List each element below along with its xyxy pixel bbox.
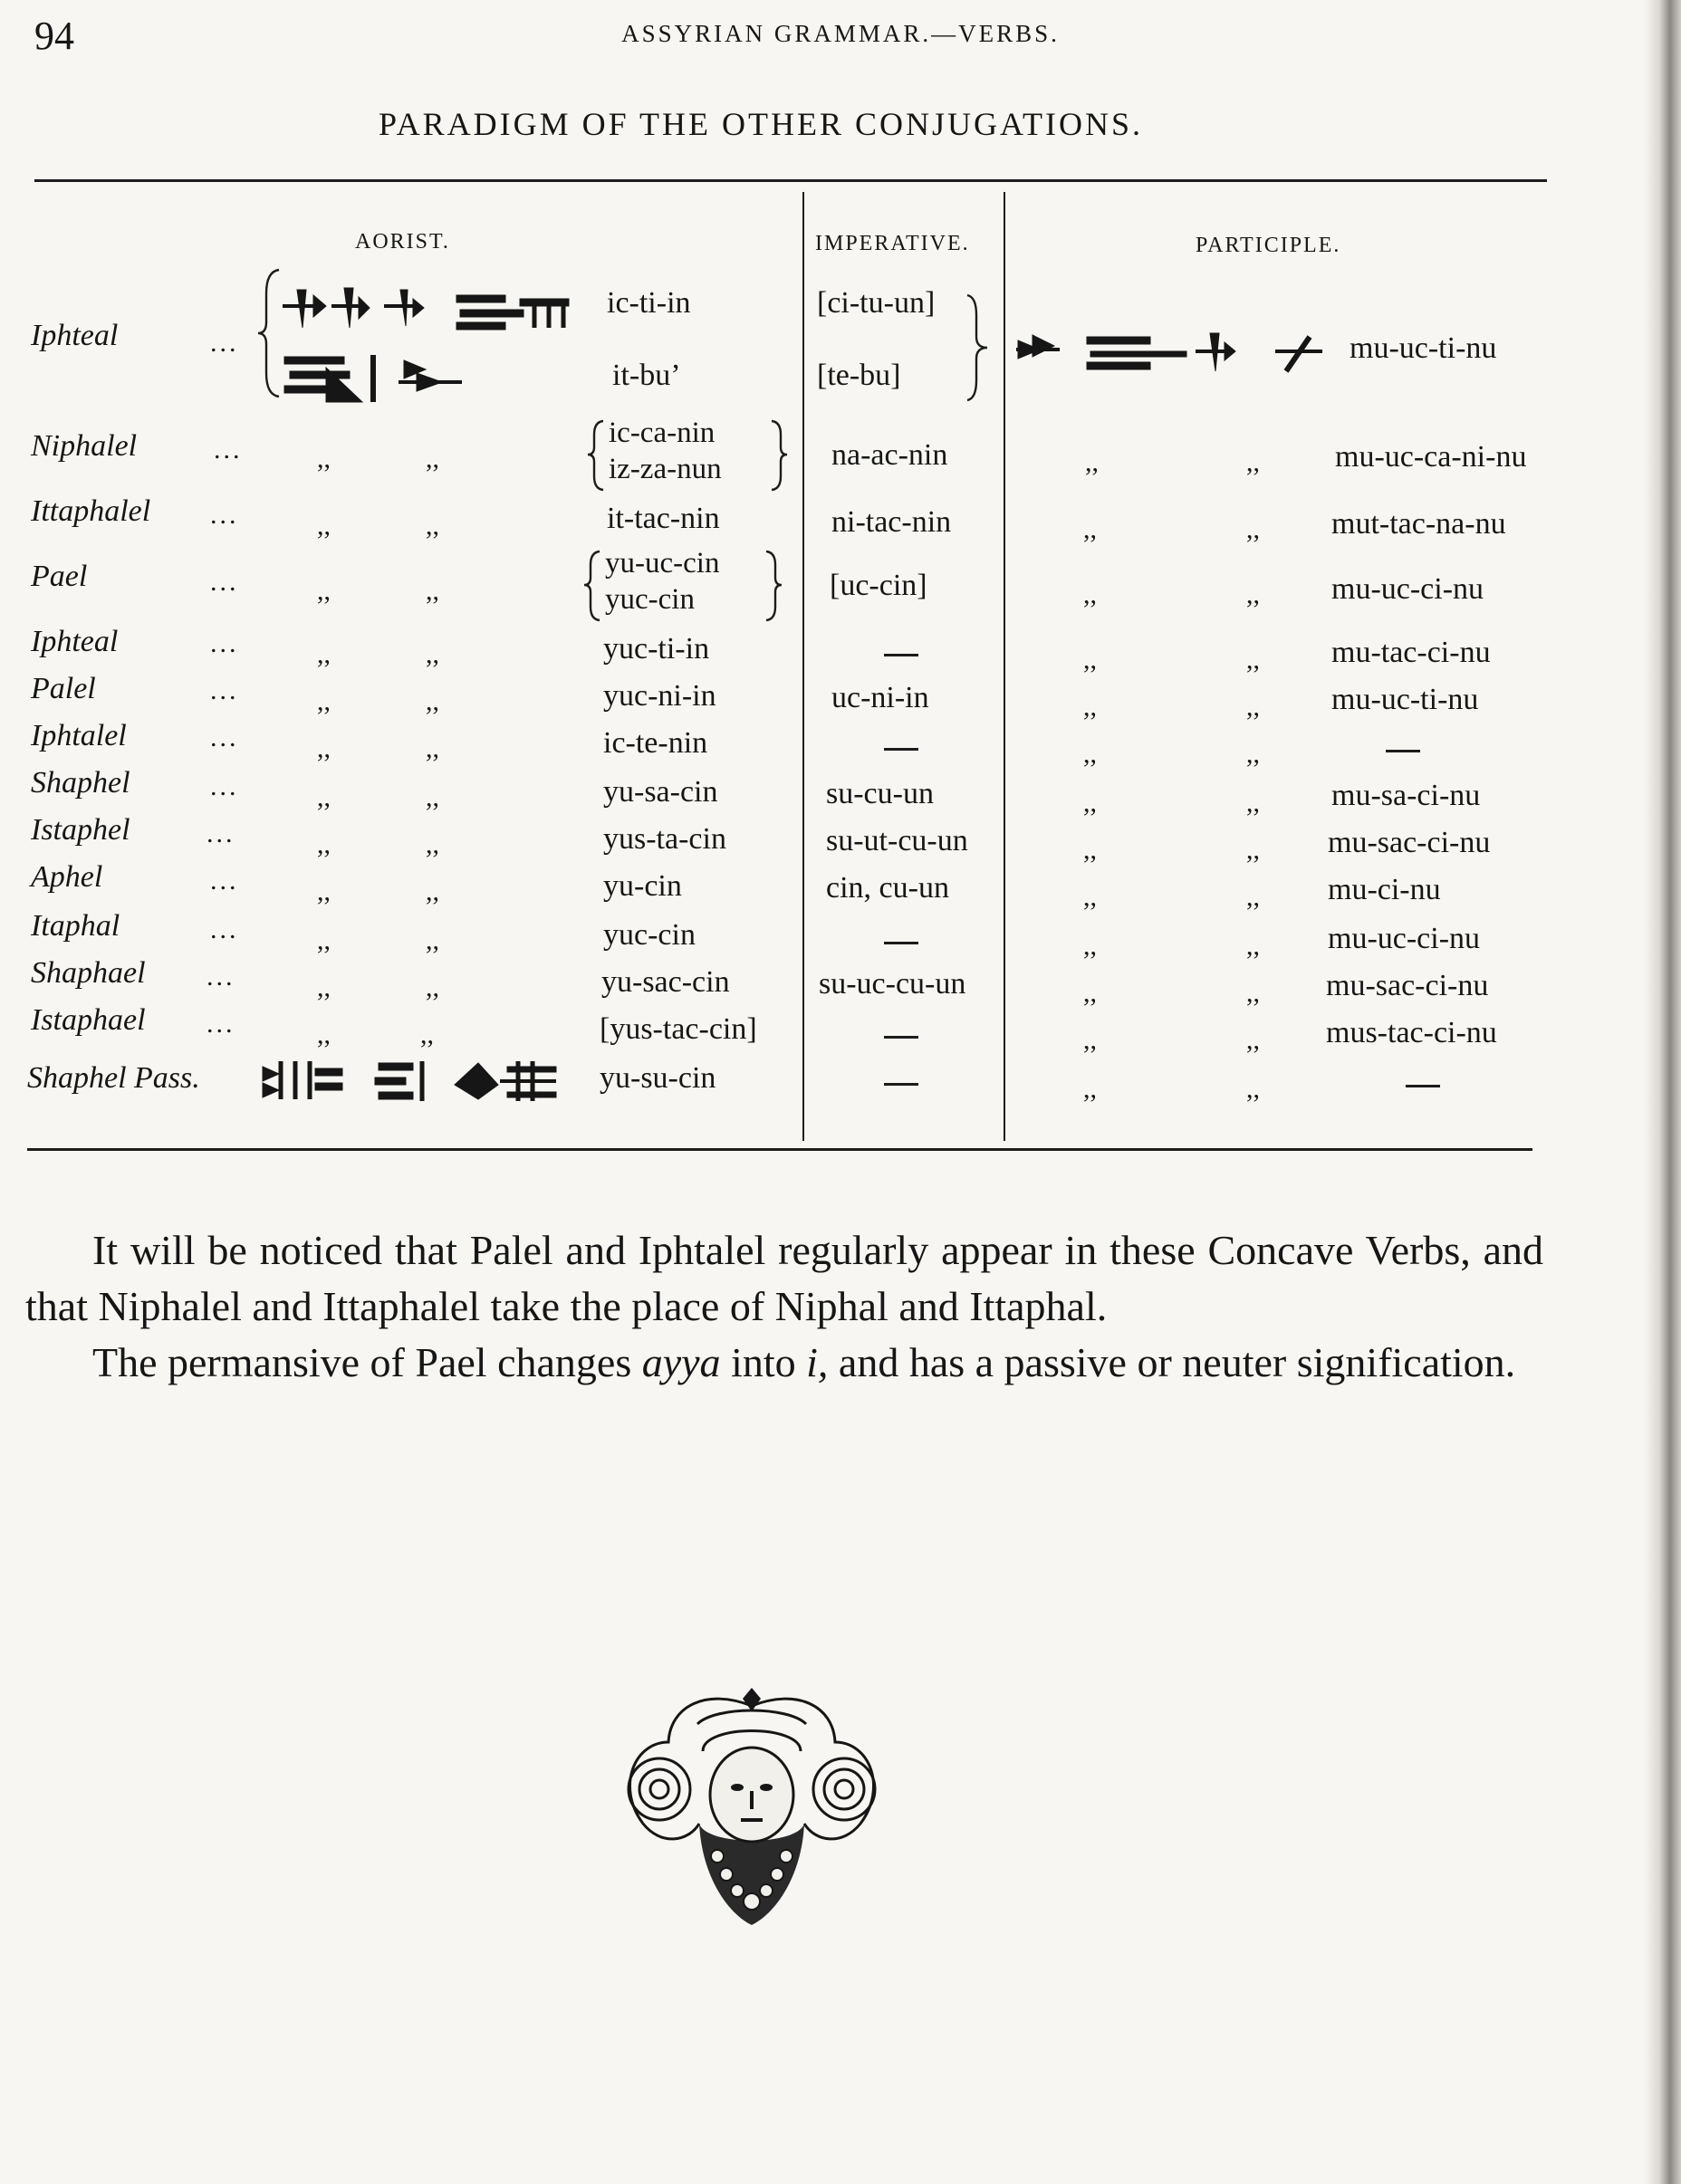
leader-dots: ... <box>210 723 239 752</box>
aorist-form: yuc-ti-in <box>603 632 710 666</box>
ditto-mark: ,, <box>1246 645 1260 675</box>
ditto-mark: ,, <box>426 576 439 606</box>
ditto-mark: ,, <box>1246 1074 1260 1104</box>
ditto-mark: ,, <box>1246 580 1260 609</box>
aorist-header: AORIST. <box>355 230 450 254</box>
ditto-mark: ,, <box>1246 739 1260 769</box>
ditto-mark: ,, <box>1083 514 1097 544</box>
aorist-brace-close <box>768 418 790 493</box>
ditto-mark: ,, <box>1246 514 1260 544</box>
leader-dots: ... <box>210 628 239 658</box>
leader-dots: ... <box>207 1009 235 1039</box>
row-label-ittaphalel: Ittaphalel <box>31 494 151 528</box>
participle-form: mu-uc-ti-nu <box>1331 683 1479 716</box>
body-text <box>25 1222 1543 1391</box>
ditto-mark: ,, <box>1246 835 1260 865</box>
cuneiform-signs <box>1014 326 1340 377</box>
ditto-mark: ,, <box>1083 1074 1097 1104</box>
ditto-mark: ,, <box>1083 978 1097 1008</box>
ditto-mark: ,, <box>317 1020 331 1049</box>
aorist-form: it-bu’ <box>612 359 681 392</box>
ditto-mark: ,, <box>317 876 331 906</box>
empty-cell-dash <box>884 1036 918 1039</box>
aorist-form: yu-su-cin <box>600 1061 716 1095</box>
ditto-mark: ,, <box>426 782 439 812</box>
paragraph-2-text: into <box>720 1339 807 1385</box>
page-binding-edge <box>1645 0 1681 2184</box>
participle-form: mu-ci-nu <box>1328 873 1441 906</box>
aorist-form: yu-sa-cin <box>603 775 718 809</box>
page-number: 94 <box>34 14 74 58</box>
aorist-brace-close <box>763 549 784 623</box>
participle-form: mu-tac-ci-nu <box>1331 636 1491 669</box>
participle-header: PARTICIPLE. <box>1196 234 1341 257</box>
ditto-mark: ,, <box>1246 447 1260 477</box>
ditto-mark: ,, <box>1083 788 1097 818</box>
ditto-mark: ,, <box>426 444 439 474</box>
aorist-form: [yus-tac-cin] <box>600 1012 757 1046</box>
aorist-form: ic-te-nin <box>603 726 708 760</box>
leader-dots: ... <box>210 866 239 896</box>
paragraph-2-text: and has a passive or neuter signification. <box>828 1339 1516 1385</box>
imperative-form: su-uc-cu-un <box>819 967 966 1001</box>
aorist-brace <box>585 418 607 493</box>
ditto-mark: ,, <box>1246 931 1260 961</box>
ditto-mark: ,, <box>1083 835 1097 865</box>
ditto-mark: ,, <box>1083 739 1097 769</box>
paragraph-1: It will be noticed that Palel and Iphtalel regularly appear in these Concave Verbs, and that Niphalel and Ittaphalel take the place of Niphal and Ittaphal. <box>25 1227 1543 1329</box>
participle-form: mu-sac-ci-nu <box>1326 969 1489 1002</box>
empty-cell-dash <box>884 942 918 944</box>
aorist-form: iz-za-nun <box>609 453 722 485</box>
ditto-mark: ,, <box>1083 882 1097 912</box>
imperative-form: ni-tac-nin <box>831 505 952 539</box>
cuneiform-signs <box>279 283 587 337</box>
imperative-header: IMPERATIVE. <box>815 232 970 255</box>
ditto-mark: ,, <box>426 972 439 1002</box>
leader-dots: ... <box>210 328 239 358</box>
leader-dots: ... <box>210 500 239 530</box>
ditto-mark: ,, <box>426 876 439 906</box>
imperative-form: cin, cu-un <box>826 871 949 905</box>
aorist-form: yuc-ni-in <box>603 679 716 713</box>
ditto-mark: ,, <box>426 686 439 716</box>
empty-cell-dash <box>884 748 918 751</box>
imperative-form: uc-ni-in <box>831 681 929 714</box>
row-label-itaphal: Itaphal <box>31 909 120 943</box>
aorist-form: ic-ti-in <box>607 286 691 320</box>
ditto-mark: ,, <box>1246 1025 1260 1055</box>
ditto-mark: ,, <box>1083 1025 1097 1055</box>
participle-form: mu-uc-ca-ni-nu <box>1335 440 1527 474</box>
aorist-form: yus-ta-cin <box>603 822 726 856</box>
ditto-mark: ,, <box>426 925 439 955</box>
participle-form: mu-uc-ti-nu <box>1350 331 1497 365</box>
row-label-shaphel: Shaphel <box>31 766 130 800</box>
leader-dots: ... <box>210 675 239 705</box>
aorist-form: yu-uc-cin <box>605 547 720 580</box>
column-divider-2 <box>1004 192 1005 1141</box>
imperative-form: su-ut-cu-un <box>826 824 968 857</box>
table-bottom-rule <box>27 1148 1532 1151</box>
running-head: ASSYRIAN GRAMMAR.—VERBS. <box>621 20 1060 47</box>
ditto-mark: ,, <box>317 782 331 812</box>
empty-cell-dash <box>884 654 918 656</box>
row-label-istaphael: Istaphael <box>31 1003 146 1037</box>
ditto-mark: ,, <box>1083 931 1097 961</box>
participle-form: mus-tac-ci-nu <box>1326 1016 1497 1049</box>
aorist-form: yu-sac-cin <box>601 965 730 999</box>
leader-dots: ... <box>210 567 239 597</box>
row-label-pael: Pael <box>31 560 88 593</box>
ditto-mark: ,, <box>1083 692 1097 722</box>
table-top-rule <box>34 179 1547 182</box>
ditto-mark: ,, <box>317 639 331 669</box>
empty-cell-dash <box>1386 750 1420 752</box>
participle-form: mu-sa-ci-nu <box>1331 779 1481 812</box>
imperative-form: su-cu-un <box>826 777 934 810</box>
leader-dots: ... <box>214 435 243 465</box>
imperative-form: [uc-cin] <box>830 569 927 602</box>
column-divider-1 <box>802 192 804 1141</box>
ditto-mark: ,, <box>317 511 331 541</box>
empty-cell-dash <box>1406 1085 1440 1087</box>
aorist-form: yuc-cin <box>603 918 696 952</box>
row-label-iphteal: Iphteal <box>31 319 119 352</box>
aorist-brace <box>581 549 603 623</box>
row-label-palel: Palel <box>31 672 96 705</box>
row-label-istaphel: Istaphel <box>31 813 130 847</box>
ditto-mark: ,, <box>426 639 439 669</box>
row-label-iphtalel: Iphtalel <box>31 719 127 752</box>
ditto-mark: ,, <box>317 444 331 474</box>
ditto-mark: ,, <box>426 829 439 859</box>
ditto-mark: ,, <box>1246 692 1260 722</box>
ditto-mark: ,, <box>426 733 439 763</box>
paragraph-2 <box>25 1335 1543 1391</box>
cuneiform-signs <box>261 1054 560 1105</box>
ditto-mark: ,, <box>317 925 331 955</box>
imperative-brace <box>964 292 991 404</box>
ditto-mark: ,, <box>317 686 331 716</box>
paragraph-2-emphasis: i, <box>806 1339 829 1385</box>
aorist-form: yu-cin <box>603 869 682 903</box>
paragraph-2-emphasis: ayya <box>641 1339 721 1385</box>
table-title: PARADIGM OF THE OTHER CONJUGATIONS. <box>378 106 1144 142</box>
ditto-mark: ,, <box>317 829 331 859</box>
leader-dots: ... <box>207 819 235 848</box>
ditto-mark: ,, <box>1085 447 1099 477</box>
ditto-mark: ,, <box>317 972 331 1002</box>
ditto-mark: ,, <box>1246 882 1260 912</box>
empty-cell-dash <box>884 1083 918 1086</box>
row-label-aphel: Aphel <box>31 860 103 894</box>
leader-dots: ... <box>210 915 239 944</box>
aorist-form: ic-ca-nin <box>609 417 716 449</box>
row-label-shaphel-pass: Shaphel Pass. <box>27 1061 200 1095</box>
ditto-mark: ,, <box>1083 645 1097 675</box>
paragraph-2-text: The permansive of Pael changes <box>92 1339 642 1385</box>
participle-form: mut-tac-na-nu <box>1331 507 1506 541</box>
imperative-form: [ci-tu-un] <box>817 286 936 320</box>
imperative-form: [te-bu] <box>817 359 901 392</box>
ditto-mark: ,, <box>420 1020 434 1049</box>
ditto-mark: ,, <box>1083 580 1097 609</box>
cuneiform-signs <box>281 350 480 407</box>
ditto-mark: ,, <box>426 511 439 541</box>
ditto-mark: ,, <box>1246 978 1260 1008</box>
participle-form: mu-uc-ci-nu <box>1328 922 1481 955</box>
leader-dots: ... <box>207 962 235 991</box>
leader-dots: ... <box>210 771 239 801</box>
ditto-mark: ,, <box>317 576 331 606</box>
aorist-form: yuc-cin <box>605 583 695 616</box>
ditto-mark: ,, <box>317 733 331 763</box>
tailpiece-ornament <box>616 1688 888 1932</box>
aorist-form: it-tac-nin <box>607 502 720 535</box>
row-label-iphteal-2: Iphteal <box>31 625 119 658</box>
row-label-shaphael: Shaphael <box>31 956 146 990</box>
ditto-mark: ,, <box>1246 788 1260 818</box>
imperative-form: na-ac-nin <box>831 438 948 472</box>
participle-form: mu-sac-ci-nu <box>1328 826 1491 859</box>
participle-form: mu-uc-ci-nu <box>1331 572 1484 606</box>
row-label-niphalel: Niphalel <box>31 429 138 463</box>
